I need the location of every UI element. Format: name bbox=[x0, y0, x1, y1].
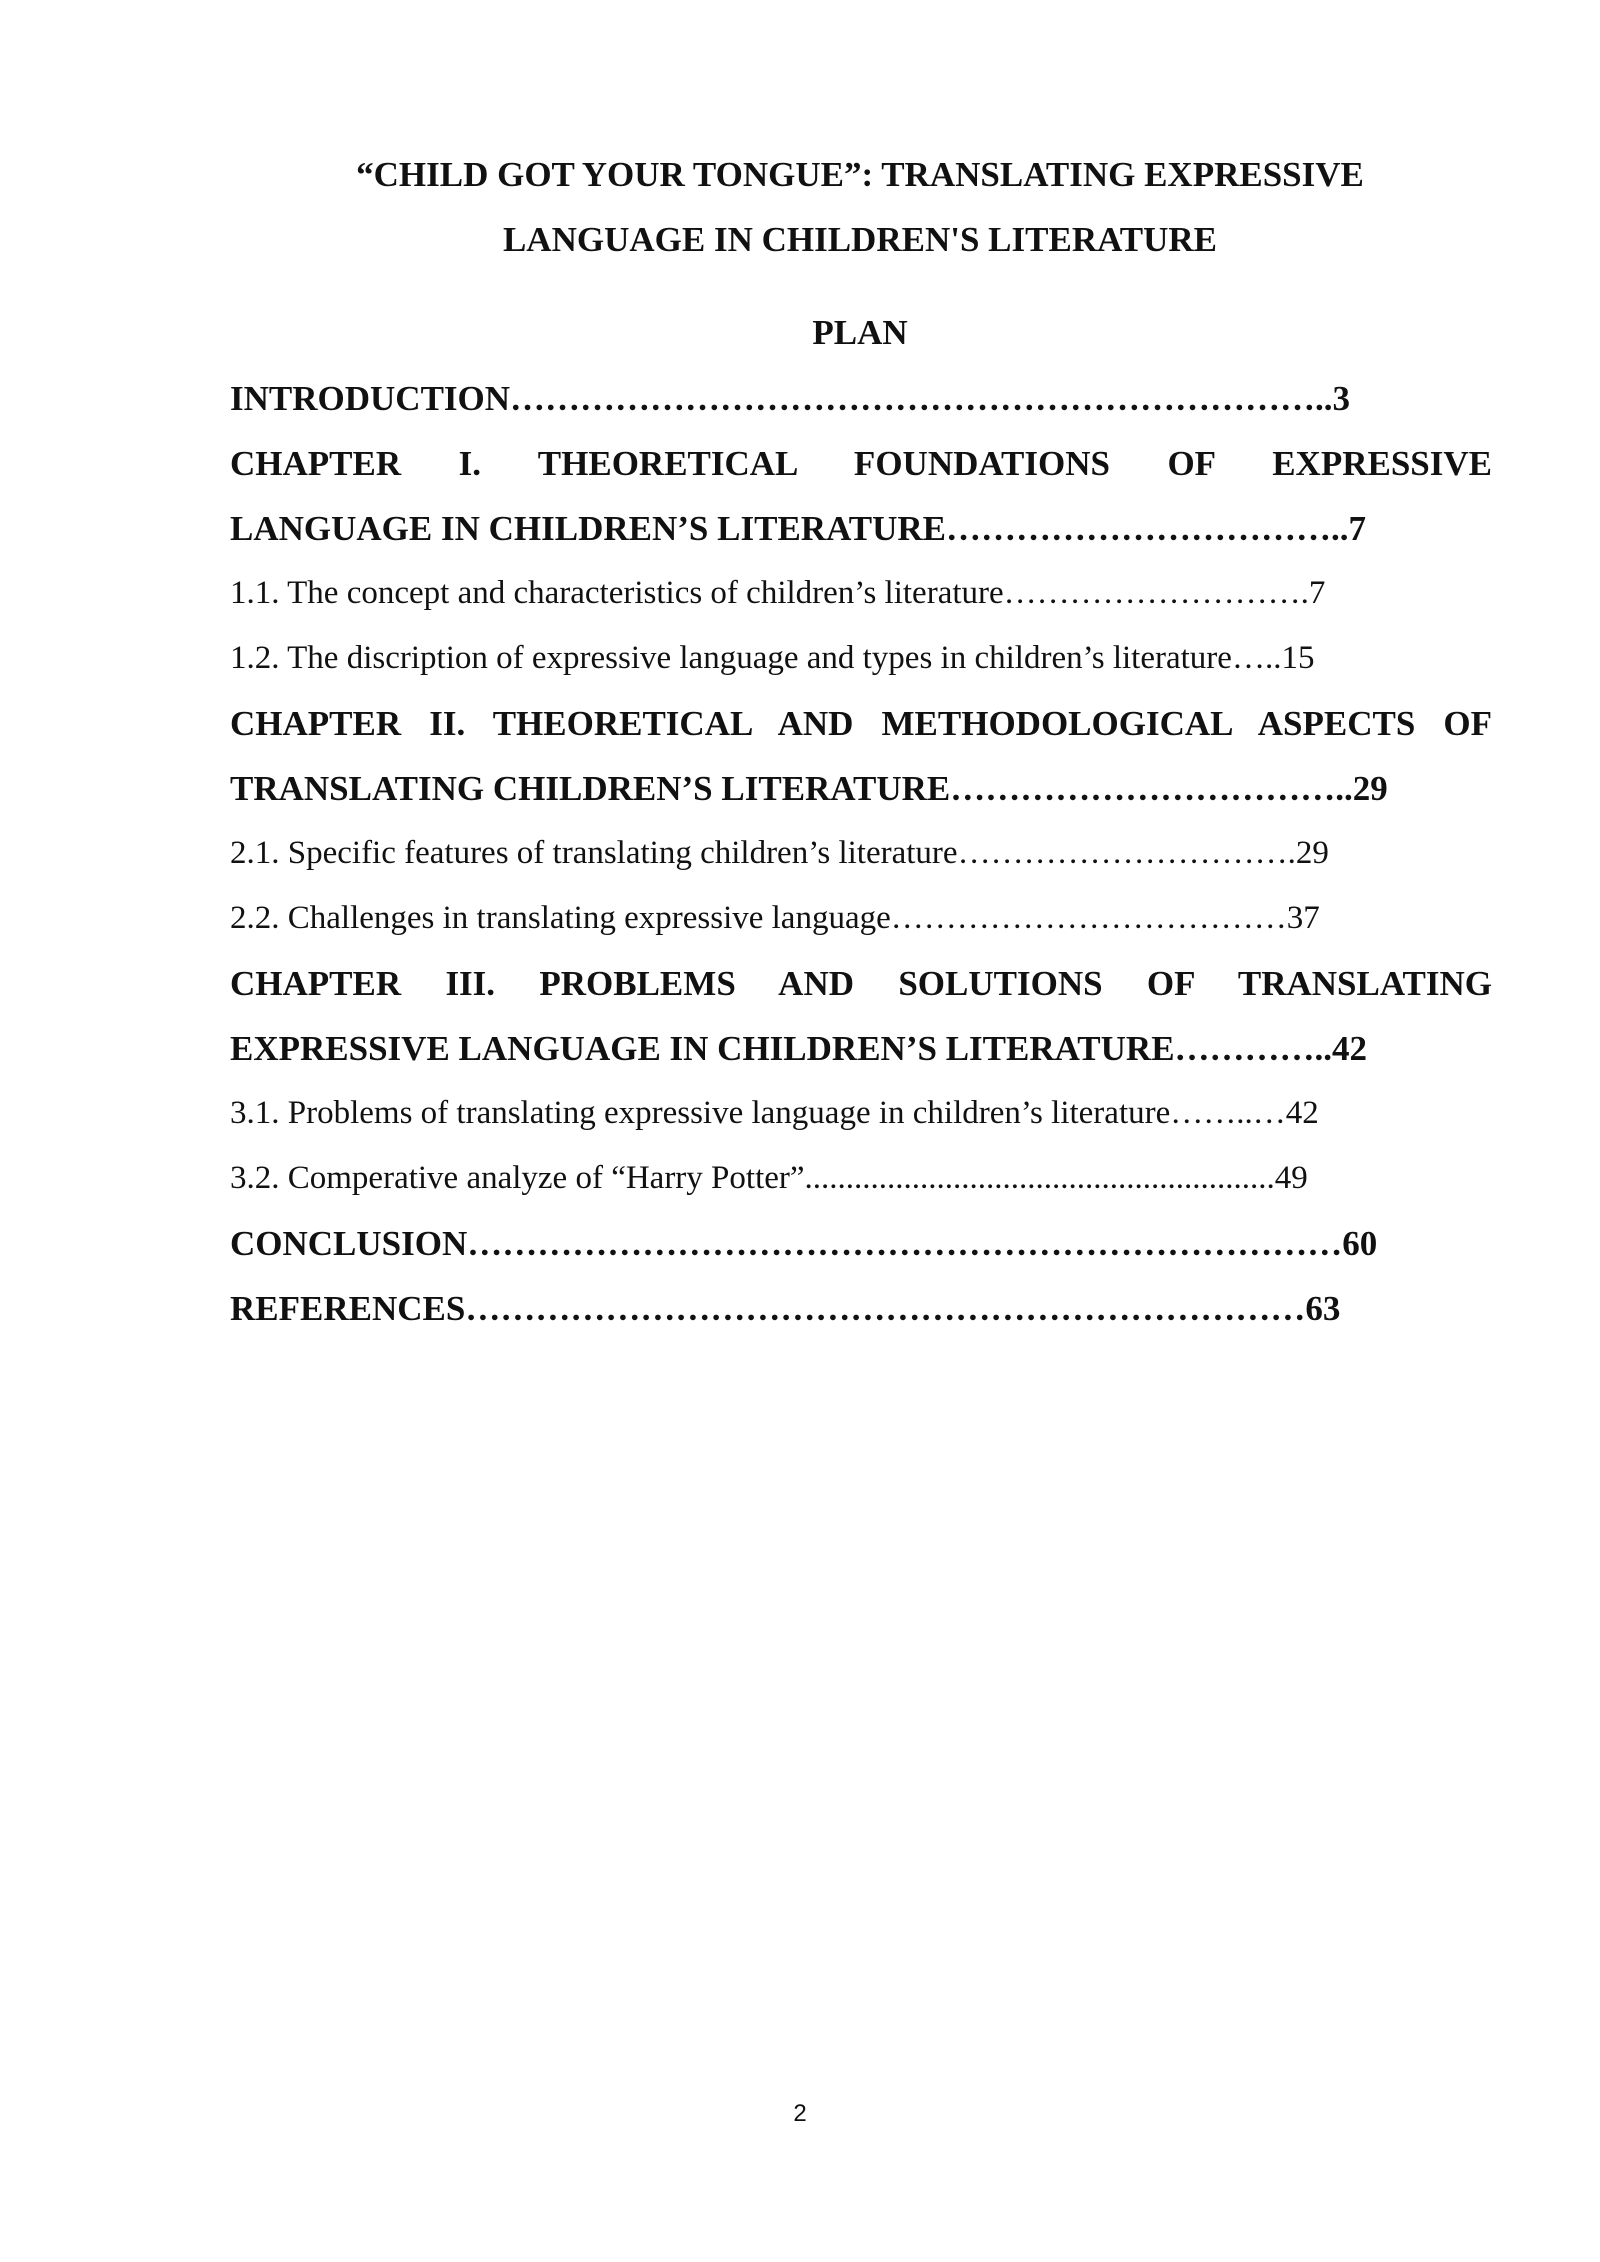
toc-chapter-2-line-2: TRANSLATING CHILDREN’S LITERATURE……………………………..29 bbox=[230, 769, 1388, 808]
toc-conclusion: CONCLUSION…………………………………………………………………60 bbox=[230, 1224, 1378, 1263]
toc-chapter-3-line-1: CHAPTER III. PROBLEMS AND SOLUTIONS OF TRANSLATING bbox=[230, 964, 1492, 1003]
toc-introduction: INTRODUCTION……………………………………………………………..3 bbox=[230, 379, 1351, 418]
toc-references: REFERENCES………………………………………………………………63 bbox=[230, 1289, 1341, 1328]
toc-chapter-2-line-1: CHAPTER II. THEORETICAL AND METHODOLOGICAL ASPECTS OF bbox=[230, 704, 1492, 743]
toc-section-3-1: 3.1. Problems of translating expressive language in children’s literature……..…42 bbox=[230, 1095, 1319, 1131]
toc-section-2-1: 2.1. Specific features of translating children’s literature………………………….29 bbox=[230, 835, 1329, 871]
toc-chapter-1-line-1: CHAPTER I. THEORETICAL FOUNDATIONS OF EXPRESSIVE bbox=[230, 444, 1492, 483]
toc-section-2-2: 2.2. Challenges in translating expressive language………………………………37 bbox=[230, 900, 1320, 936]
document-title-line-2: LANGUAGE IN CHILDREN'S LITERATURE bbox=[502, 220, 1218, 259]
page-number: 2 bbox=[793, 2100, 807, 2127]
toc-section-3-2: 3.2. Comperative analyze of “Harry Potter”.........................................................49 bbox=[230, 1160, 1308, 1196]
toc-section-1-1: 1.1. The concept and characteristics of children’s literature……………………….7 bbox=[230, 575, 1326, 611]
toc-chapter-3-line-2: EXPRESSIVE LANGUAGE IN CHILDREN’S LITERATURE…………..42 bbox=[230, 1029, 1368, 1068]
document-title-line-1: “CHILD GOT YOUR TONGUE”: TRANSLATING EXPRESSIVE bbox=[356, 155, 1364, 194]
table-of-contents bbox=[230, 366, 1492, 1341]
toc-section-1-2: 1.2. The discription of expressive language and types in children’s literature…..15 bbox=[230, 640, 1315, 676]
toc-chapter-1-line-2: LANGUAGE IN CHILDREN’S LITERATURE……………………………..7 bbox=[230, 509, 1366, 548]
plan-heading: PLAN bbox=[812, 313, 908, 352]
